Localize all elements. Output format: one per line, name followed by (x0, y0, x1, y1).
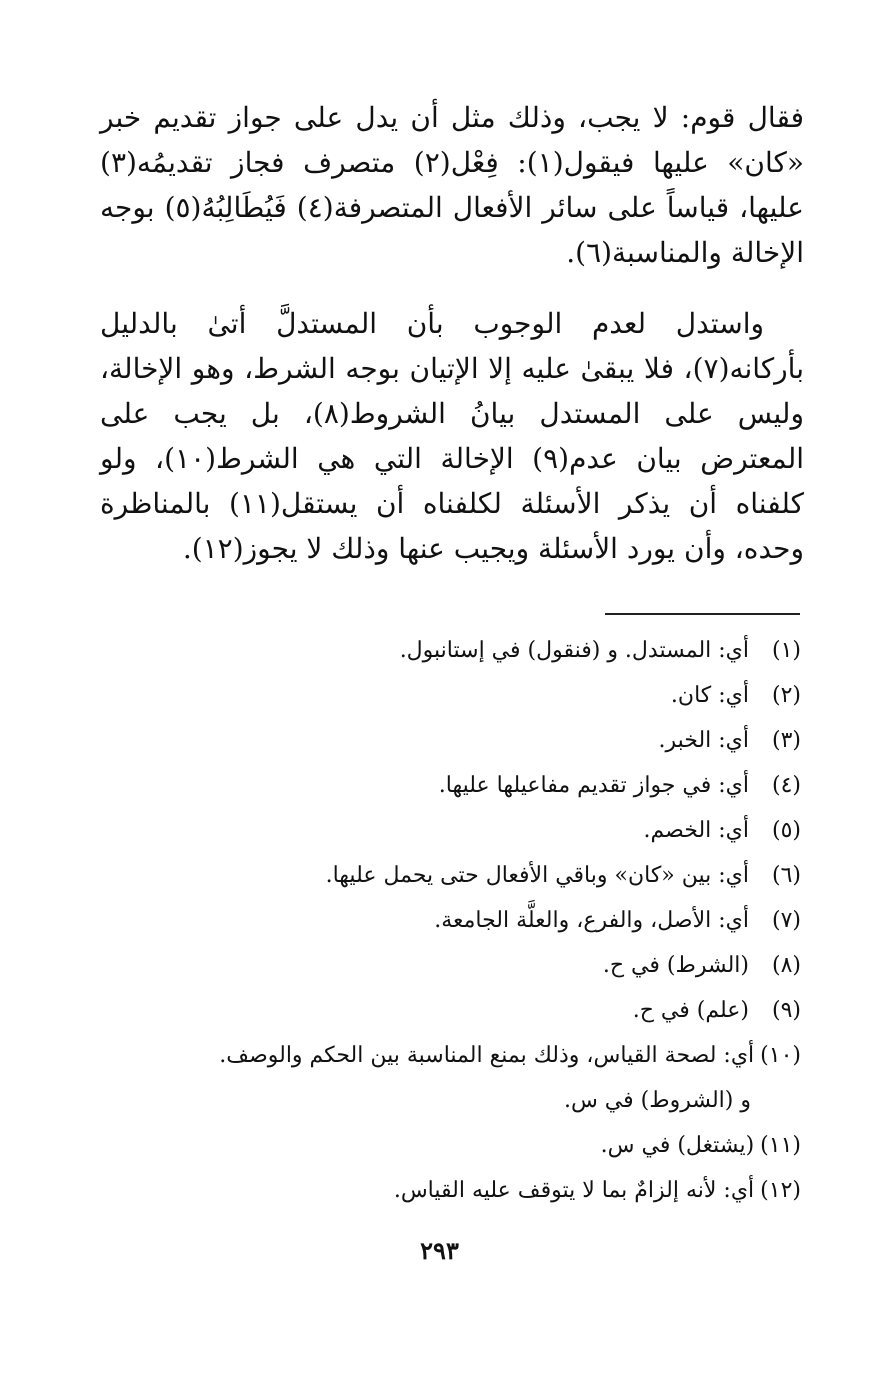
footnote-number: (٦) (771, 863, 801, 888)
footnote-text: أي: الخبر. (658, 728, 749, 753)
footnote-number: (١) (771, 638, 801, 663)
paragraph-2: واستدل لعدم الوجوب بأن المستدلَّ أتىٰ بالدليل بأركانه(٧)، فلا يبقىٰ عليه إلا الإتيان بوجه الشرط، وهو الإخالة، وليس على المستدل بيانُ الشروط(٨)، بل يجب على المعترض بيان عدم(٩) الإخالة التي هي الشرط(١٠)، ولو كلفناه أن يذكر الأسئلة لكلفناه أن يستقل(١١) بالمناظرة وحده، وأن يورد الأسئلة ويجيب عنها وذلك لا يجوز(١٢). (100, 307, 804, 565)
footnote-number: (١٢) (760, 1178, 801, 1203)
footnote-text: أي: بين «كان» وباقي الأفعال حتى يحمل عليها. (325, 863, 749, 888)
footnote-text: (يشتغل) في س. (600, 1133, 755, 1158)
footnote-number: (٧) (771, 908, 801, 933)
paragraph-1: فقال قوم: لا يجب، وذلك مثل أن يدل على جواز تقديم خبر «كان» عليها فيقول(١): فِعْل(٢) متصرف فجاز تقديمُه(٣) عليها، قياساً على سائر الأفعال المتصرفة(٤) فَيُطَالِبُهُ(٥) بوجه الإخالة والمناسبة(٦). (100, 101, 805, 269)
footnote-text: أي: الخصم. (643, 818, 749, 843)
footnote-1 (60, 628, 801, 673)
footnote-11 (60, 1123, 801, 1168)
footnote-number: (٥) (771, 818, 801, 843)
footnote-number: (١١) (760, 1133, 801, 1158)
page-number: ٢٩٣ (420, 1236, 459, 1265)
footnote-number: (٤) (771, 773, 801, 798)
footnote-number: (٣) (771, 728, 801, 753)
footnote-10-continuation: و (الشروط) في س. (563, 1088, 751, 1113)
footnote-text: أي: لصحة القياس، وذلك بمنع المناسبة بين الحكم والوصف. (219, 1043, 755, 1068)
footnote-text: أي: في جواز تقديم مفاعيلها عليها. (438, 773, 749, 798)
footnote-number: (٢) (771, 683, 801, 708)
footnote-5 (60, 808, 801, 853)
footnote-text: أي: لأنه إلزامٌ بما لا يتوقف عليه القياس. (393, 1178, 755, 1203)
footnote-text: أي: الأصل، والفرع، والعلَّة الجامعة. (434, 908, 749, 933)
footnote-7 (60, 898, 801, 943)
footnote-6 (60, 853, 801, 898)
footnote-text: أي: كان. (670, 683, 749, 708)
footnote-text: أي: المستدل. و (فنقول) في إستانبول. (399, 638, 749, 663)
footnote-number: (٨) (771, 953, 801, 978)
footnote-3 (60, 718, 801, 763)
main-text (100, 95, 804, 571)
footnote-separator (605, 613, 800, 615)
footnote-number: (١٠) (760, 1043, 801, 1068)
footnote-4 (60, 763, 801, 808)
footnote-12 (60, 1168, 801, 1213)
footnote-10 (60, 1033, 801, 1078)
footnote-9 (60, 988, 801, 1033)
footnote-8 (60, 943, 801, 988)
footnote-2 (60, 673, 801, 718)
footnote-text: (علم) في ح. (632, 998, 749, 1023)
footnote-number: (٩) (771, 998, 801, 1023)
footnote-text: (الشرط) في ح. (602, 953, 749, 978)
footnotes (60, 628, 801, 1213)
